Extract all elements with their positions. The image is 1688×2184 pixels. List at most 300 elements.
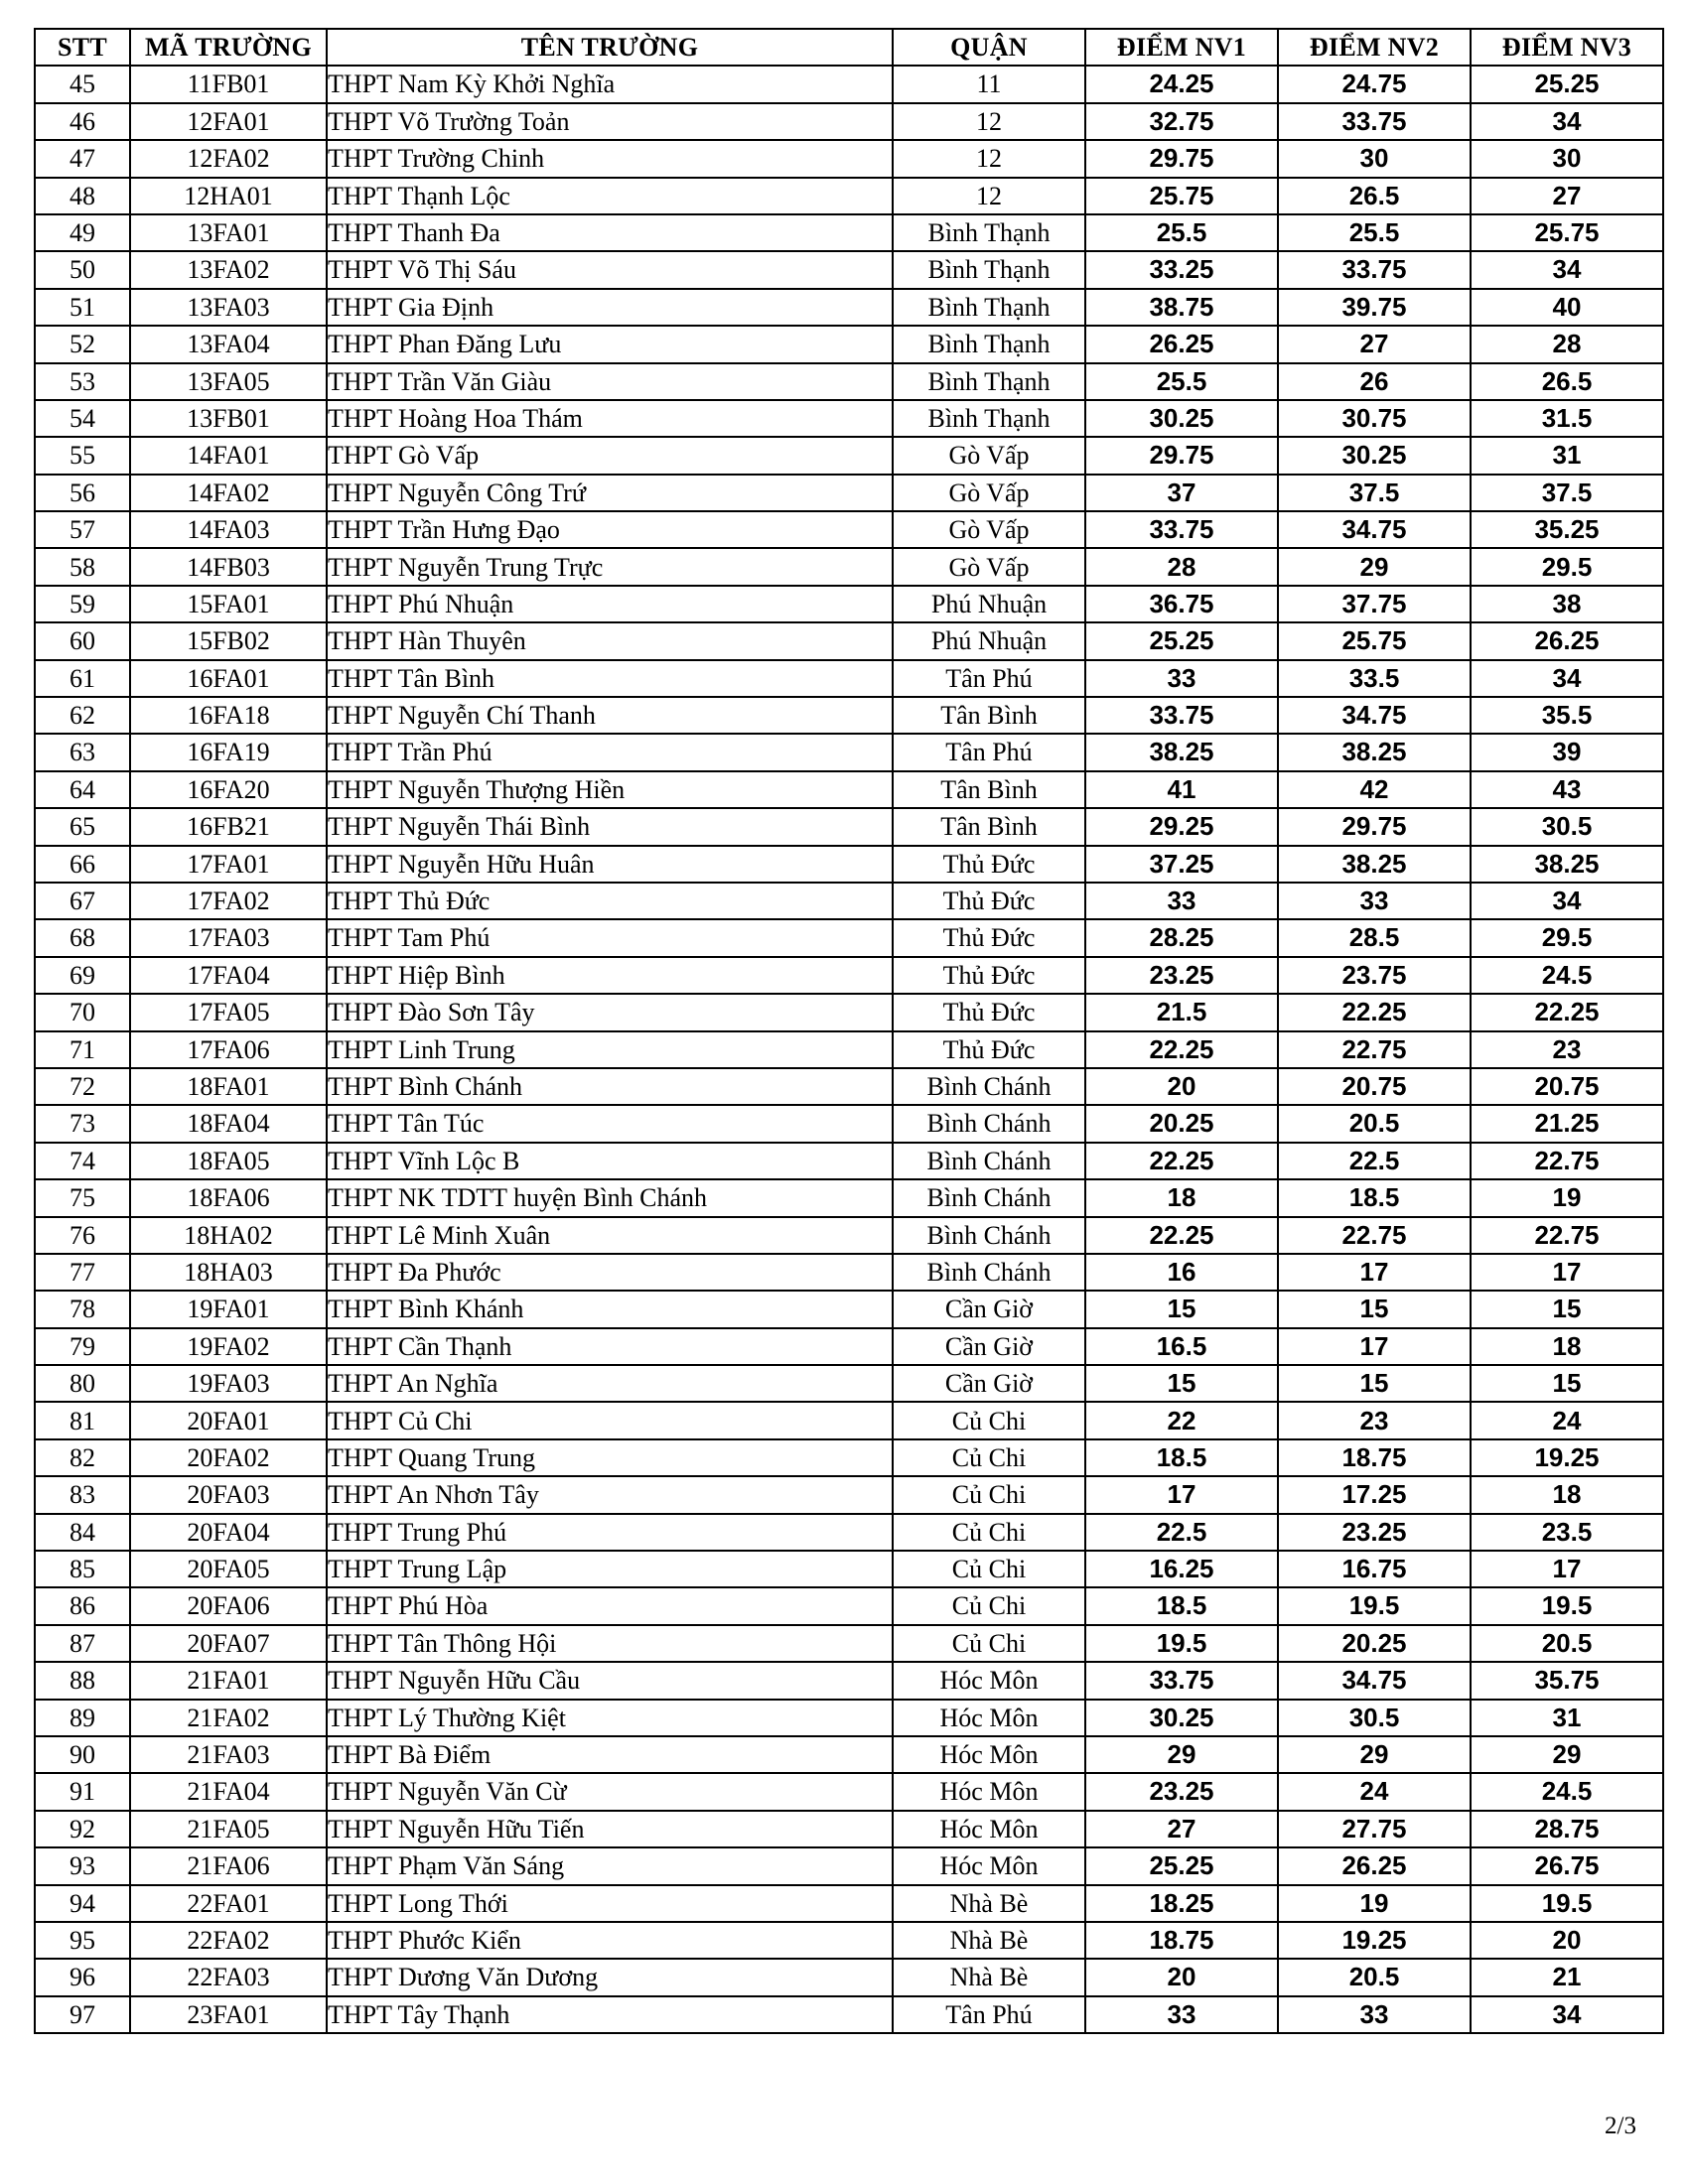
cell-district: Củ Chi: [893, 1439, 1085, 1476]
cell-score-nv1: 29.25: [1085, 808, 1278, 845]
cell-stt: 58: [35, 548, 130, 585]
cell-school-name: THPT Tân Bình: [327, 660, 893, 697]
table-row: [35, 1476, 1663, 1513]
cell-score-nv3: 31: [1471, 437, 1663, 474]
cell-score-nv1: 22.5: [1085, 1514, 1278, 1551]
cell-score-nv3: 18: [1471, 1476, 1663, 1513]
cell-school-name: THPT Nguyễn Hữu Huân: [327, 846, 893, 883]
cell-school-code: 18HA03: [130, 1254, 327, 1291]
cell-score-nv1: 18.5: [1085, 1439, 1278, 1476]
cell-district: Hóc Môn: [893, 1662, 1085, 1699]
table-row: [35, 511, 1663, 548]
cell-stt: 92: [35, 1811, 130, 1847]
table-row: [35, 994, 1663, 1030]
table-row: [35, 1365, 1663, 1402]
cell-stt: 84: [35, 1514, 130, 1551]
cell-score-nv1: 25.5: [1085, 214, 1278, 251]
cell-stt: 60: [35, 622, 130, 659]
cell-score-nv1: 30.25: [1085, 1700, 1278, 1736]
cell-score-nv2: 19.25: [1278, 1922, 1471, 1959]
cell-score-nv2: 18.75: [1278, 1439, 1471, 1476]
cell-score-nv2: 25.75: [1278, 622, 1471, 659]
table-row: [35, 808, 1663, 845]
cell-school-code: 18FA05: [130, 1143, 327, 1179]
cell-score-nv3: 15: [1471, 1291, 1663, 1327]
cell-stt: 73: [35, 1105, 130, 1142]
cell-school-name: THPT Phạm Văn Sáng: [327, 1847, 893, 1884]
cell-stt: 59: [35, 586, 130, 622]
cell-school-name: THPT Trần Phú: [327, 734, 893, 770]
table-row: [35, 1439, 1663, 1476]
cell-school-code: 16FA20: [130, 771, 327, 808]
cell-score-nv2: 19.5: [1278, 1587, 1471, 1624]
cell-score-nv3: 20.5: [1471, 1625, 1663, 1662]
cell-stt: 77: [35, 1254, 130, 1291]
cell-stt: 90: [35, 1736, 130, 1773]
cell-stt: 64: [35, 771, 130, 808]
cell-score-nv1: 29.75: [1085, 140, 1278, 177]
cell-score-nv2: 26.5: [1278, 178, 1471, 214]
cell-school-code: 17FA03: [130, 919, 327, 956]
table-row: [35, 214, 1663, 251]
table-row: [35, 1959, 1663, 1995]
cell-school-name: THPT Vĩnh Lộc B: [327, 1143, 893, 1179]
cell-stt: 50: [35, 251, 130, 288]
table-row: [35, 251, 1663, 288]
cell-score-nv1: 27: [1085, 1811, 1278, 1847]
cell-score-nv2: 20.75: [1278, 1068, 1471, 1105]
cell-district: Bình Chánh: [893, 1217, 1085, 1254]
cell-score-nv2: 34.75: [1278, 511, 1471, 548]
cell-district: Củ Chi: [893, 1514, 1085, 1551]
cell-score-nv1: 15: [1085, 1365, 1278, 1402]
table-row: [35, 1662, 1663, 1699]
cell-district: Thủ Đức: [893, 994, 1085, 1030]
cell-school-name: THPT Quang Trung: [327, 1439, 893, 1476]
cell-score-nv3: 19.5: [1471, 1587, 1663, 1624]
table-row: [35, 1514, 1663, 1551]
cell-score-nv2: 34.75: [1278, 697, 1471, 734]
cell-stt: 87: [35, 1625, 130, 1662]
cell-school-code: 17FA04: [130, 957, 327, 994]
cell-score-nv3: 30: [1471, 140, 1663, 177]
cell-school-code: 20FA02: [130, 1439, 327, 1476]
cell-score-nv3: 25.25: [1471, 66, 1663, 102]
cell-score-nv1: 33.25: [1085, 251, 1278, 288]
cell-school-name: THPT Nguyễn Thái Bình: [327, 808, 893, 845]
cell-school-code: 21FA05: [130, 1811, 327, 1847]
table-row: [35, 919, 1663, 956]
cell-school-code: 22FA02: [130, 1922, 327, 1959]
table-row: [35, 400, 1663, 437]
cell-stt: 70: [35, 994, 130, 1030]
table-row: [35, 1551, 1663, 1587]
cell-score-nv2: 17: [1278, 1328, 1471, 1365]
cell-district: Hóc Môn: [893, 1700, 1085, 1736]
cell-district: Tân Bình: [893, 771, 1085, 808]
cell-score-nv1: 33.75: [1085, 697, 1278, 734]
cell-district: Thủ Đức: [893, 919, 1085, 956]
cell-stt: 74: [35, 1143, 130, 1179]
table-row: [35, 846, 1663, 883]
cell-score-nv2: 16.75: [1278, 1551, 1471, 1587]
cell-score-nv1: 16.5: [1085, 1328, 1278, 1365]
cell-school-code: 13FB01: [130, 400, 327, 437]
cell-score-nv3: 19: [1471, 1179, 1663, 1216]
table-row: [35, 1885, 1663, 1922]
cell-school-name: THPT An Nghĩa: [327, 1365, 893, 1402]
cell-score-nv2: 17: [1278, 1254, 1471, 1291]
cell-score-nv3: 22.75: [1471, 1217, 1663, 1254]
table-row: [35, 1143, 1663, 1179]
table-row: [35, 1402, 1663, 1438]
table-row: [35, 1587, 1663, 1624]
cell-district: Bình Thạnh: [893, 251, 1085, 288]
cell-stt: 65: [35, 808, 130, 845]
cell-score-nv1: 18.25: [1085, 1885, 1278, 1922]
cell-score-nv3: 30.5: [1471, 808, 1663, 845]
table-row: [35, 1922, 1663, 1959]
page-number: 2/3: [1605, 2113, 1636, 2139]
cell-stt: 75: [35, 1179, 130, 1216]
cell-district: Củ Chi: [893, 1551, 1085, 1587]
table-row: [35, 734, 1663, 770]
cell-score-nv2: 22.5: [1278, 1143, 1471, 1179]
cell-school-name: THPT Thạnh Lộc: [327, 178, 893, 214]
cell-school-name: THPT Hiệp Bình: [327, 957, 893, 994]
cell-school-name: THPT Trung Lập: [327, 1551, 893, 1587]
table-body: [35, 66, 1663, 2033]
cell-district: Thủ Đức: [893, 883, 1085, 919]
cell-school-code: 21FA01: [130, 1662, 327, 1699]
cell-school-code: 21FA04: [130, 1773, 327, 1810]
cell-score-nv1: 15: [1085, 1291, 1278, 1327]
cell-stt: 68: [35, 919, 130, 956]
cell-school-code: 14FA03: [130, 511, 327, 548]
table-row: [35, 660, 1663, 697]
cell-school-name: THPT Lê Minh Xuân: [327, 1217, 893, 1254]
table-row: [35, 586, 1663, 622]
cell-score-nv2: 30: [1278, 140, 1471, 177]
cell-district: Phú Nhuận: [893, 586, 1085, 622]
cell-score-nv3: 35.25: [1471, 511, 1663, 548]
cell-district: Hóc Môn: [893, 1811, 1085, 1847]
cell-school-code: 20FA06: [130, 1587, 327, 1624]
cell-stt: 97: [35, 1996, 130, 2033]
cell-score-nv2: 19: [1278, 1885, 1471, 1922]
cell-score-nv1: 16.25: [1085, 1551, 1278, 1587]
cell-score-nv3: 31: [1471, 1700, 1663, 1736]
cell-score-nv2: 37.5: [1278, 475, 1471, 511]
table-row: [35, 1847, 1663, 1884]
cell-school-code: 16FB21: [130, 808, 327, 845]
cell-score-nv3: 28: [1471, 326, 1663, 362]
cell-score-nv2: 27.75: [1278, 1811, 1471, 1847]
cell-school-name: THPT Tân Thông Hội: [327, 1625, 893, 1662]
cell-score-nv3: 38.25: [1471, 846, 1663, 883]
cell-district: Bình Chánh: [893, 1143, 1085, 1179]
cell-score-nv2: 26: [1278, 363, 1471, 400]
cell-district: Củ Chi: [893, 1476, 1085, 1513]
cell-district: Hóc Môn: [893, 1847, 1085, 1884]
cell-score-nv3: 20: [1471, 1922, 1663, 1959]
cell-school-name: THPT Hàn Thuyên: [327, 622, 893, 659]
cell-school-code: 14FA01: [130, 437, 327, 474]
table-row: [35, 178, 1663, 214]
cell-score-nv2: 39.75: [1278, 289, 1471, 326]
cell-score-nv3: 19.25: [1471, 1439, 1663, 1476]
cell-score-nv3: 39: [1471, 734, 1663, 770]
cell-school-name: THPT Cần Thạnh: [327, 1328, 893, 1365]
cell-district: Thủ Đức: [893, 846, 1085, 883]
cell-district: Tân Phú: [893, 1996, 1085, 2033]
cell-district: Nhà Bè: [893, 1922, 1085, 1959]
cell-school-code: 11FB01: [130, 66, 327, 102]
cell-stt: 62: [35, 697, 130, 734]
cell-score-nv3: 34: [1471, 883, 1663, 919]
table-row: [35, 103, 1663, 140]
table-row: [35, 1217, 1663, 1254]
cell-district: Cần Giờ: [893, 1365, 1085, 1402]
cell-score-nv3: 24.5: [1471, 957, 1663, 994]
cell-score-nv3: 34: [1471, 1996, 1663, 2033]
cell-school-name: THPT Võ Thị Sáu: [327, 251, 893, 288]
table-row: [35, 1105, 1663, 1142]
cell-school-name: THPT Nguyễn Hữu Cầu: [327, 1662, 893, 1699]
cell-school-name: THPT Phú Nhuận: [327, 586, 893, 622]
table-row: [35, 622, 1663, 659]
cell-score-nv3: 35.75: [1471, 1662, 1663, 1699]
cell-stt: 66: [35, 846, 130, 883]
cell-score-nv2: 38.25: [1278, 846, 1471, 883]
cell-score-nv2: 22.75: [1278, 1217, 1471, 1254]
cell-school-code: 22FA03: [130, 1959, 327, 1995]
table-row: [35, 289, 1663, 326]
cell-score-nv1: 19.5: [1085, 1625, 1278, 1662]
cell-stt: 81: [35, 1402, 130, 1438]
cell-score-nv3: 22.25: [1471, 994, 1663, 1030]
cell-district: Thủ Đức: [893, 957, 1085, 994]
cell-district: 12: [893, 103, 1085, 140]
cell-score-nv2: 28.5: [1278, 919, 1471, 956]
cell-school-name: THPT Long Thới: [327, 1885, 893, 1922]
column-header-score-nv1: ĐIỂM NV1: [1085, 29, 1278, 66]
cell-score-nv1: 37.25: [1085, 846, 1278, 883]
cell-district: Củ Chi: [893, 1625, 1085, 1662]
cell-score-nv2: 15: [1278, 1291, 1471, 1327]
school-benchmark-score-table: [34, 28, 1664, 2034]
cell-district: Cần Giờ: [893, 1291, 1085, 1327]
cell-score-nv3: 15: [1471, 1365, 1663, 1402]
cell-score-nv1: 16: [1085, 1254, 1278, 1291]
cell-school-code: 23FA01: [130, 1996, 327, 2033]
cell-stt: 69: [35, 957, 130, 994]
cell-district: 12: [893, 140, 1085, 177]
cell-district: Bình Chánh: [893, 1179, 1085, 1216]
cell-score-nv2: 25.5: [1278, 214, 1471, 251]
table-row: [35, 437, 1663, 474]
cell-school-code: 17FA02: [130, 883, 327, 919]
cell-school-code: 18HA02: [130, 1217, 327, 1254]
cell-school-name: THPT NK TDTT huyện Bình Chánh: [327, 1179, 893, 1216]
cell-district: Tân Phú: [893, 660, 1085, 697]
cell-district: Bình Thạnh: [893, 326, 1085, 362]
cell-score-nv1: 22.25: [1085, 1217, 1278, 1254]
cell-score-nv2: 15: [1278, 1365, 1471, 1402]
table-row: [35, 1700, 1663, 1736]
cell-score-nv3: 19.5: [1471, 1885, 1663, 1922]
cell-school-name: THPT Phước Kiển: [327, 1922, 893, 1959]
cell-score-nv1: 25.25: [1085, 1847, 1278, 1884]
cell-score-nv2: 24.75: [1278, 66, 1471, 102]
cell-score-nv3: 38: [1471, 586, 1663, 622]
cell-stt: 54: [35, 400, 130, 437]
table-row: [35, 1291, 1663, 1327]
column-header-school-code: MÃ TRƯỜNG: [130, 29, 327, 66]
table-header: [35, 29, 1663, 66]
cell-school-code: 16FA18: [130, 697, 327, 734]
cell-school-name: THPT Trung Phú: [327, 1514, 893, 1551]
cell-score-nv1: 18.5: [1085, 1587, 1278, 1624]
cell-score-nv2: 22.25: [1278, 994, 1471, 1030]
cell-score-nv1: 22.25: [1085, 1031, 1278, 1068]
cell-school-code: 18FA01: [130, 1068, 327, 1105]
cell-score-nv2: 33: [1278, 1996, 1471, 2033]
cell-school-code: 19FA03: [130, 1365, 327, 1402]
cell-school-code: 21FA06: [130, 1847, 327, 1884]
cell-school-name: THPT Trần Hưng Đạo: [327, 511, 893, 548]
cell-school-code: 20FA05: [130, 1551, 327, 1587]
cell-school-name: THPT Nguyễn Trung Trực: [327, 548, 893, 585]
cell-school-code: 13FA05: [130, 363, 327, 400]
cell-school-code: 15FA01: [130, 586, 327, 622]
cell-school-code: 20FA07: [130, 1625, 327, 1662]
cell-school-code: 13FA04: [130, 326, 327, 362]
cell-score-nv2: 26.25: [1278, 1847, 1471, 1884]
cell-school-code: 14FA02: [130, 475, 327, 511]
cell-score-nv1: 21.5: [1085, 994, 1278, 1030]
cell-score-nv3: 18: [1471, 1328, 1663, 1365]
cell-district: Gò Vấp: [893, 548, 1085, 585]
cell-stt: 95: [35, 1922, 130, 1959]
cell-school-name: THPT Trần Văn Giàu: [327, 363, 893, 400]
cell-stt: 96: [35, 1959, 130, 1995]
cell-score-nv1: 25.5: [1085, 363, 1278, 400]
table-row: [35, 771, 1663, 808]
cell-district: Gò Vấp: [893, 475, 1085, 511]
column-header-district: QUẬN: [893, 29, 1085, 66]
cell-score-nv3: 29: [1471, 1736, 1663, 1773]
cell-stt: 61: [35, 660, 130, 697]
cell-score-nv2: 20.25: [1278, 1625, 1471, 1662]
cell-stt: 71: [35, 1031, 130, 1068]
cell-score-nv2: 33.75: [1278, 103, 1471, 140]
cell-stt: 94: [35, 1885, 130, 1922]
cell-score-nv1: 28.25: [1085, 919, 1278, 956]
cell-score-nv3: 20.75: [1471, 1068, 1663, 1105]
column-header-score-nv2: ĐIỂM NV2: [1278, 29, 1471, 66]
cell-school-code: 13FA01: [130, 214, 327, 251]
cell-school-code: 21FA03: [130, 1736, 327, 1773]
cell-score-nv3: 21.25: [1471, 1105, 1663, 1142]
cell-school-code: 12HA01: [130, 178, 327, 214]
cell-score-nv2: 30.5: [1278, 1700, 1471, 1736]
cell-score-nv2: 20.5: [1278, 1105, 1471, 1142]
cell-score-nv1: 41: [1085, 771, 1278, 808]
column-header-score-nv3: ĐIỂM NV3: [1471, 29, 1663, 66]
cell-district: Nhà Bè: [893, 1885, 1085, 1922]
table-row: [35, 475, 1663, 511]
cell-district: Cần Giờ: [893, 1328, 1085, 1365]
cell-score-nv2: 29: [1278, 548, 1471, 585]
cell-score-nv2: 23.75: [1278, 957, 1471, 994]
cell-score-nv3: 23: [1471, 1031, 1663, 1068]
cell-score-nv1: 29.75: [1085, 437, 1278, 474]
cell-school-code: 13FA02: [130, 251, 327, 288]
cell-school-name: THPT Tam Phú: [327, 919, 893, 956]
table-row: [35, 140, 1663, 177]
cell-stt: 82: [35, 1439, 130, 1476]
cell-stt: 83: [35, 1476, 130, 1513]
cell-stt: 63: [35, 734, 130, 770]
cell-school-name: THPT Nam Kỳ Khởi Nghĩa: [327, 66, 893, 102]
cell-school-code: 15FB02: [130, 622, 327, 659]
cell-district: Thủ Đức: [893, 1031, 1085, 1068]
cell-district: Bình Chánh: [893, 1105, 1085, 1142]
cell-school-name: THPT An Nhơn Tây: [327, 1476, 893, 1513]
cell-score-nv2: 30.25: [1278, 437, 1471, 474]
cell-school-name: THPT Gò Vấp: [327, 437, 893, 474]
cell-school-code: 20FA01: [130, 1402, 327, 1438]
cell-score-nv3: 17: [1471, 1254, 1663, 1291]
cell-score-nv3: 34: [1471, 660, 1663, 697]
cell-score-nv3: 26.75: [1471, 1847, 1663, 1884]
cell-score-nv1: 33.75: [1085, 1662, 1278, 1699]
table-row: [35, 883, 1663, 919]
cell-school-name: THPT Bà Điểm: [327, 1736, 893, 1773]
cell-stt: 91: [35, 1773, 130, 1810]
table-row: [35, 1068, 1663, 1105]
cell-score-nv3: 29.5: [1471, 548, 1663, 585]
cell-district: Nhà Bè: [893, 1959, 1085, 1995]
cell-school-name: THPT Thanh Đa: [327, 214, 893, 251]
cell-school-name: THPT Nguyễn Văn Cừ: [327, 1773, 893, 1810]
table-row: [35, 1031, 1663, 1068]
cell-school-name: THPT Củ Chi: [327, 1402, 893, 1438]
cell-score-nv3: 35.5: [1471, 697, 1663, 734]
cell-score-nv1: 20.25: [1085, 1105, 1278, 1142]
cell-score-nv3: 17: [1471, 1551, 1663, 1587]
cell-score-nv1: 22.25: [1085, 1143, 1278, 1179]
cell-score-nv1: 25.25: [1085, 622, 1278, 659]
cell-score-nv2: 33: [1278, 883, 1471, 919]
cell-stt: 48: [35, 178, 130, 214]
cell-score-nv3: 29.5: [1471, 919, 1663, 956]
cell-score-nv1: 22: [1085, 1402, 1278, 1438]
cell-school-name: THPT Thủ Đức: [327, 883, 893, 919]
cell-score-nv2: 23: [1278, 1402, 1471, 1438]
column-header-school-name: TÊN TRƯỜNG: [327, 29, 893, 66]
cell-district: Bình Chánh: [893, 1068, 1085, 1105]
cell-district: Củ Chi: [893, 1587, 1085, 1624]
cell-score-nv2: 17.25: [1278, 1476, 1471, 1513]
cell-stt: 72: [35, 1068, 130, 1105]
cell-score-nv1: 17: [1085, 1476, 1278, 1513]
table-header-row: [35, 29, 1663, 66]
cell-score-nv3: 22.75: [1471, 1143, 1663, 1179]
cell-score-nv2: 29: [1278, 1736, 1471, 1773]
cell-school-name: THPT Đào Sơn Tây: [327, 994, 893, 1030]
